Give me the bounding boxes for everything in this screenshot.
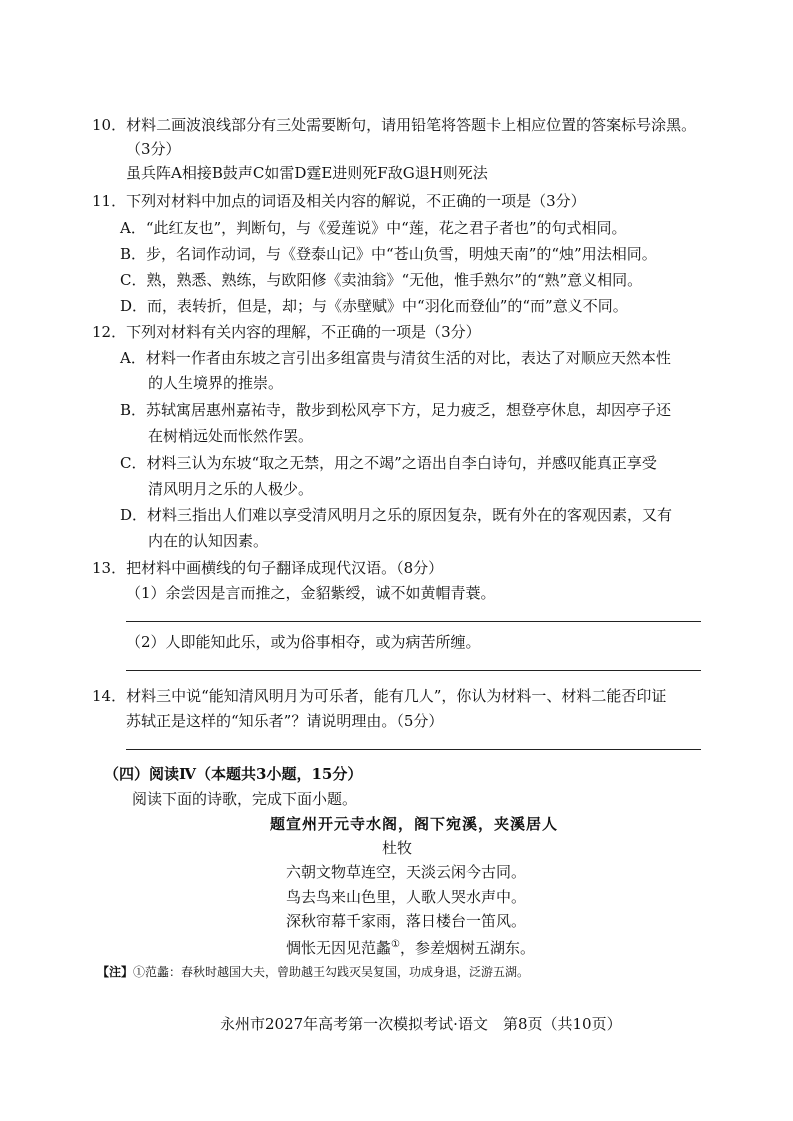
q12-option-d-line2: 内在的认知因素。 <box>148 532 269 550</box>
q12-option-d-line1: D．材料三指出人们难以享受清风明月之乐的原因复杂，既有外在的客观因素，又有 <box>120 506 673 524</box>
poem-note <box>97 962 529 982</box>
q12-option-c-line2: 清风明月之乐的人极少。 <box>148 480 314 498</box>
q12-stem: 12．下列对材料有关内容的理解，不正确的一项是（3分） <box>92 323 481 341</box>
poem-line-4-part-b: ，参差烟树五湖东。 <box>399 939 535 957</box>
poem-author: 杜牧 <box>382 839 413 857</box>
poem-line-2: 鸟去鸟来山色里，人歌人哭水声中。 <box>286 888 527 906</box>
section-heading: （四）阅读Ⅳ（本题共3小题，15分） <box>104 765 363 783</box>
poem-line-4 <box>286 935 535 958</box>
q11-option-b: B．步，名词作动词，与《登泰山记》中“苍山负雪，明烛天南”的“烛”用法相同。 <box>120 245 657 263</box>
q12-option-a-line1: A．材料一作者由东坡之言引出多组富贵与清贫生活的对比，表达了对顺应天然本性 <box>120 349 671 367</box>
q14-line-1: 14．材料三中说“能知清风明月为可乐者，能有几人”，你认为材料一、材料二能否印证 <box>92 687 667 705</box>
q11-stem: 11．下列对材料中加点的词语及相关内容的解说，不正确的一项是（3分） <box>92 192 586 210</box>
q11-option-a: A．“此红友也”，判断句，与《爱莲说》中“莲，花之君子者也”的句式相同。 <box>120 219 627 237</box>
poem-line-3: 深秋帘幕千家雨，落日楼台一笛风。 <box>286 912 527 930</box>
section-instruction: 阅读下面的诗歌，完成下面小题。 <box>132 790 358 808</box>
q10-sentence: 虽兵阵A相接B鼓声C如雷D霆E进则死F敌G退H则死法 <box>126 164 488 182</box>
q13-sentence-2: （2）人即能知此乐，或为俗事相夺，或为病苦所缠。 <box>126 633 481 651</box>
poem-line-1: 六朝文物草连空，天淡云闲今古同。 <box>286 863 527 881</box>
note-label: 【注】 <box>97 965 134 979</box>
q13-stem: 13．把材料中画横线的句子翻译成现代汉语。（8分） <box>92 559 444 577</box>
q12-option-b-line1: B．苏轼寓居惠州嘉祐寺，散步到松风亭下方，足力疲乏，想登亭休息，却因亭子还 <box>120 401 672 419</box>
footnote-marker: ① <box>391 939 400 950</box>
q13-answer-line-1[interactable] <box>126 621 701 622</box>
poem-line-4-part-a: 惆怅无因见范蠡 <box>286 939 392 957</box>
poem-title: 题宣州开元寺水阁，阁下宛溪，夹溪居人 <box>270 815 559 833</box>
q11-option-c: C．熟，熟悉、熟练，与欧阳修《卖油翁》“无他，惟手熟尔”的“熟”意义相同。 <box>120 271 643 289</box>
q14-line-2: 苏轼正是这样的“知乐者”？请说明理由。（5分） <box>126 712 444 730</box>
q13-answer-line-2[interactable] <box>126 670 701 671</box>
q12-option-c-line1: C．材料三认为东坡“取之无禁，用之不竭”之语出自李白诗句，并感叹能真正享受 <box>120 454 657 472</box>
q10-text: 10．材料二画波浪线部分有三处需要断句，请用铅笔将答题卡上相应位置的答案标号涂黑。 <box>92 116 697 134</box>
q12-option-a-line2: 的人生境界的推崇。 <box>148 374 284 392</box>
q11-option-d: D．而，表转折，但是，却；与《赤壁赋》中“羽化而登仙”的“而”意义不同。 <box>120 297 628 315</box>
q13-sentence-1: （1）余尝因是言而推之，金貂紫绶，诚不如黄帽青蓑。 <box>126 584 496 602</box>
q14-answer-line[interactable] <box>126 749 701 750</box>
note-text: ①范蠡：春秋时越国大夫，曾助越王勾践灭吴复国，功成身退，泛游五湖。 <box>133 965 530 979</box>
page-footer: 永州市2027年高考第一次模拟考试·语文 第8页（共10页） <box>220 1015 622 1033</box>
q12-option-b-line2: 在树梢远处而怅然作罢。 <box>148 427 314 445</box>
q10-score: （3分） <box>126 140 181 158</box>
